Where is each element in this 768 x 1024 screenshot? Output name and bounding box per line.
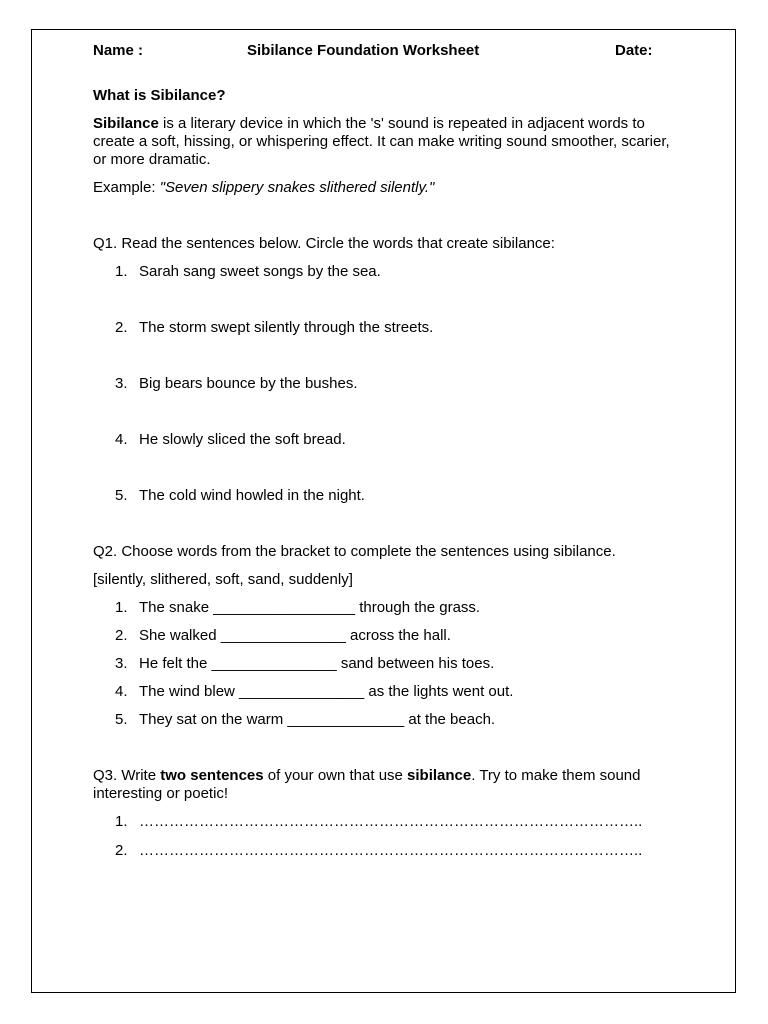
list-item xyxy=(93,599,683,617)
definition-term: Sibilance xyxy=(93,115,159,132)
q1-sentence: The storm swept silently through the streets. xyxy=(139,319,434,336)
list-item xyxy=(93,263,683,281)
q2-sentence: She walked _______________ across the hall. xyxy=(139,627,451,644)
q1-sentence: He slowly sliced the soft bread. xyxy=(139,431,346,448)
list-item xyxy=(93,711,683,729)
q1-sentence: The cold wind howled in the night. xyxy=(139,487,365,504)
q1-sentence: Sarah sang sweet songs by the sea. xyxy=(139,263,381,280)
worksheet xyxy=(93,42,683,871)
word-bank: [silently, slithered, soft, sand, suddenly] xyxy=(93,571,353,588)
list-item xyxy=(93,842,683,860)
answer-line: ……………………………………………………………………………………….. xyxy=(139,813,643,830)
q3-prompt-mid: of your own that use xyxy=(263,767,408,784)
q3-prompt-bold-2: sibilance xyxy=(407,767,472,784)
example-label: Example: xyxy=(93,179,160,196)
item-number: 1. xyxy=(115,599,128,616)
answer-line: ……………………………………………………………………………………….. xyxy=(139,842,643,859)
item-number: 3. xyxy=(115,375,128,392)
q3-prompt-start: Q3. Write xyxy=(93,767,161,784)
q3-list xyxy=(93,813,683,860)
q1-sentence: Big bears bounce by the bushes. xyxy=(139,375,358,392)
item-number: 4. xyxy=(115,431,128,448)
list-item xyxy=(93,487,683,505)
q2-list xyxy=(93,599,683,729)
example-text: "Seven slippery snakes slithered silently." xyxy=(159,179,435,196)
q1-prompt: Q1. Read the sentences below. Circle the words that create sibilance: xyxy=(93,235,555,252)
definition-text: is a literary device in which the 's' sound is repeated in adjacent words to create a soft, hissing, or whispering effect. It can make writing sound smoother, scarier, or more dramatic. xyxy=(93,115,670,168)
intro-heading: What is Sibilance? xyxy=(93,87,226,104)
item-number: 2. xyxy=(115,842,128,859)
q3-prompt xyxy=(93,767,683,803)
list-item xyxy=(93,319,683,337)
q3-prompt-bold-1: two sentences xyxy=(160,767,264,784)
list-item xyxy=(93,375,683,393)
definition-paragraph xyxy=(93,115,683,169)
example-line xyxy=(93,179,683,197)
worksheet-header xyxy=(93,42,683,60)
list-item xyxy=(93,627,683,645)
name-label: Name : xyxy=(93,42,144,59)
q2-sentence: The snake _________________ through the grass. xyxy=(139,599,481,616)
q2-sentence: They sat on the warm ______________ at the beach. xyxy=(139,711,496,728)
list-item xyxy=(93,431,683,449)
date-label: Date: xyxy=(615,42,653,59)
item-number: 3. xyxy=(115,655,128,672)
item-number: 2. xyxy=(115,627,128,644)
worksheet-title: Sibilance Foundation Worksheet xyxy=(247,42,480,59)
q2-prompt: Q2. Choose words from the bracket to complete the sentences using sibilance. xyxy=(93,543,616,560)
list-item xyxy=(93,813,683,831)
item-number: 5. xyxy=(115,487,128,504)
q2-sentence: He felt the _______________ sand between his toes. xyxy=(139,655,495,672)
item-number: 5. xyxy=(115,711,128,728)
item-number: 1. xyxy=(115,813,128,830)
q2-sentence: The wind blew _______________ as the lights went out. xyxy=(139,683,514,700)
item-number: 4. xyxy=(115,683,128,700)
q3-prompt-end: . Try to make them sound interesting or poetic! xyxy=(93,767,641,802)
list-item xyxy=(93,655,683,673)
item-number: 2. xyxy=(115,319,128,336)
q1-list xyxy=(93,263,683,505)
item-number: 1. xyxy=(115,263,128,280)
list-item xyxy=(93,683,683,701)
